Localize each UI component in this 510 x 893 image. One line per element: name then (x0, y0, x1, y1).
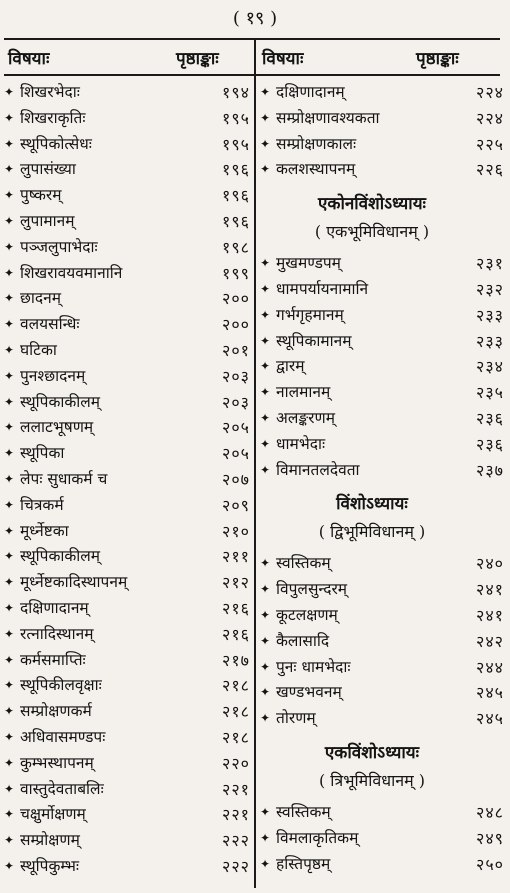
toc-entry (4, 699, 250, 725)
toc-entry (4, 235, 250, 261)
column-divider (254, 38, 256, 888)
toc-entry-title: अधिवासमण्डपः (20, 727, 106, 746)
toc-entry-title: पञ्जलुपाभेदाः (20, 237, 98, 256)
diamond-bullet-icon: ✦ (4, 807, 15, 822)
toc-entry (260, 706, 504, 732)
toc-entry (260, 603, 504, 629)
toc-entry-title: कैलासादि (276, 631, 330, 650)
toc-entry (4, 519, 250, 545)
toc-entry-title: धामपर्यायनामानि (276, 279, 369, 298)
toc-entry (4, 467, 250, 493)
toc-entry-page: २१६ (222, 624, 250, 644)
toc-entry (4, 261, 250, 287)
toc-entry-page: २४० (476, 554, 504, 574)
toc-entry-page: १९८ (222, 237, 250, 257)
toc-entry-title: ललाटभूषणम् (20, 418, 94, 437)
toc-entry-title: विमलाकृतिकम् (276, 828, 359, 847)
toc-entry-title: शिखरावयवमानानि (20, 263, 123, 282)
toc-entry (4, 80, 250, 106)
toc-entry (4, 570, 250, 596)
diamond-bullet-icon: ✦ (260, 410, 271, 425)
diamond-bullet-icon: ✦ (4, 858, 15, 873)
toc-entry-page: १९६ (222, 186, 250, 206)
toc-entry (260, 551, 504, 577)
toc-entry-title: स्थूपिकामानम् (276, 331, 352, 350)
diamond-bullet-icon: ✦ (260, 633, 271, 648)
chapter-heading: विंशोऽध्यायः (336, 494, 408, 515)
diamond-bullet-icon: ✦ (260, 307, 271, 322)
toc-entry-title: स्वस्तिकम् (276, 554, 331, 573)
toc-entry-title: विपुलसुन्दरम् (276, 580, 348, 599)
toc-entry-page: २३५ (476, 383, 504, 403)
toc-entry-page: २०३ (222, 392, 250, 412)
toc-entry (4, 415, 250, 441)
diamond-bullet-icon: ✦ (4, 652, 15, 667)
toc-entry (4, 673, 250, 699)
toc-entry-title: मूर्ध्नेष्टकादिस्थापनम् (20, 573, 128, 592)
toc-entry-page: २५० (476, 854, 504, 874)
toc-entry (4, 157, 250, 183)
toc-entry (4, 777, 250, 803)
toc-entry (4, 286, 250, 312)
diamond-bullet-icon: ✦ (4, 575, 15, 590)
toc-entry-page: २१८ (222, 676, 250, 696)
toc-entry-title: शिखराकृतिः (20, 108, 86, 127)
toc-entry-title: गर्भगृहमानम् (276, 305, 344, 324)
toc-entry-page: २३१ (476, 254, 504, 274)
diamond-bullet-icon: ✦ (260, 804, 271, 819)
diamond-bullet-icon: ✦ (260, 711, 271, 726)
diamond-bullet-icon: ✦ (4, 678, 15, 693)
left-subject-header: विषयाः (8, 49, 50, 69)
toc-entry-title: स्थूपिकाकीलम् (20, 547, 101, 566)
toc-entry (260, 132, 504, 158)
diamond-bullet-icon: ✦ (260, 385, 271, 400)
toc-entry-title: स्वस्तिकम् (276, 802, 331, 821)
toc-entry-title: हस्तिपृष्ठम् (276, 854, 331, 873)
diamond-bullet-icon: ✦ (260, 830, 271, 845)
toc-entry-page: २३३ (476, 331, 504, 351)
toc-entry-page: २११ (222, 547, 250, 567)
toc-entry (260, 251, 504, 277)
toc-entry-page: २१६ (222, 598, 250, 618)
toc-entry (4, 828, 250, 854)
toc-entry-title: पुनश्छादनम् (20, 366, 86, 385)
toc-entry (260, 406, 504, 432)
toc-entry (260, 277, 504, 303)
toc-entry-page: २४५ (476, 683, 504, 703)
toc-entry-title: सम्प्रोक्षणकालः (276, 134, 357, 153)
toc-entry (260, 354, 504, 380)
toc-entry-title: धामभेदाः (276, 434, 326, 453)
diamond-bullet-icon: ✦ (260, 856, 271, 871)
toc-entry (4, 802, 250, 828)
toc-entry-page: २३७ (476, 460, 504, 480)
toc-entry-title: सम्प्रोक्षणावश्यकता (276, 108, 380, 127)
toc-entry (260, 577, 504, 603)
toc-entry-title: घटिका (20, 340, 57, 359)
toc-entry-page: २०० (222, 315, 250, 335)
toc-entry-title: मुखमण्डपम् (276, 254, 341, 273)
toc-entry-title: नालमानम् (276, 383, 331, 402)
toc-entry-page: २१८ (222, 702, 250, 722)
page-number: ( १९ ) (232, 8, 278, 29)
diamond-bullet-icon: ✦ (4, 317, 15, 332)
diamond-bullet-icon: ✦ (4, 162, 15, 177)
toc-entry-title: स्थूपिकुम्भः (20, 856, 80, 875)
toc-entry-page: २२१ (222, 779, 250, 799)
toc-entry (4, 183, 250, 209)
toc-entry-title: स्थूपिकोत्सेधः (20, 134, 92, 153)
toc-entry-title: रत्नादिस्थानम् (20, 624, 94, 643)
toc-entry-page: २०७ (222, 469, 250, 489)
toc-entry-page: १९६ (222, 211, 250, 231)
toc-entry-title: खण्डभवनम् (276, 683, 342, 702)
toc-entry-page: २४९ (476, 828, 504, 848)
toc-entry (4, 441, 250, 467)
toc-entry (4, 209, 250, 235)
toc-entry-title: लुपासंख्या (20, 160, 76, 179)
right-page-header: पृष्ठाङ्काः (416, 49, 459, 69)
toc-entry (4, 106, 250, 132)
toc-entry-title: लेपः सुधाकर्म च (20, 469, 108, 488)
toc-entry-page: २०९ (222, 495, 250, 515)
right-subject-header: विषयाः (262, 49, 304, 69)
toc-entry-page: २४८ (476, 802, 504, 822)
toc-entry-title: कूटलक्षणम् (276, 605, 338, 624)
diamond-bullet-icon: ✦ (4, 291, 15, 306)
diamond-bullet-icon: ✦ (260, 110, 271, 125)
diamond-bullet-icon: ✦ (4, 729, 15, 744)
toc-entry-title: स्थूपिकाकीलम् (20, 392, 101, 411)
diamond-bullet-icon: ✦ (4, 549, 15, 564)
diamond-bullet-icon: ✦ (4, 626, 15, 641)
diamond-bullet-icon: ✦ (4, 368, 15, 383)
toc-entry-page: १९६ (222, 160, 250, 180)
diamond-bullet-icon: ✦ (260, 281, 271, 296)
diamond-bullet-icon: ✦ (4, 833, 15, 848)
left-page-header: पृष्ठाङ्काः (176, 49, 219, 69)
toc-entry-page: २१८ (222, 727, 250, 747)
toc-entry-page: २४१ (476, 605, 504, 625)
toc-entry-page: २३२ (476, 279, 504, 299)
diamond-bullet-icon: ✦ (4, 213, 15, 228)
toc-entry-title: मूर्ध्नेष्टका (20, 521, 69, 540)
diamond-bullet-icon: ✦ (4, 239, 15, 254)
diamond-bullet-icon: ✦ (260, 607, 271, 622)
diamond-bullet-icon: ✦ (260, 85, 271, 99)
toc-entry-page: २१२ (222, 573, 250, 593)
toc-entry (260, 680, 504, 706)
toc-entry-page: १९५ (222, 108, 250, 128)
toc-entry-page: २०५ (222, 444, 250, 464)
toc-entry-page: २४५ (476, 709, 504, 729)
diamond-bullet-icon: ✦ (4, 755, 15, 770)
diamond-bullet-icon: ✦ (4, 523, 15, 538)
toc-entry-page: २०१ (222, 340, 250, 360)
diamond-bullet-icon: ✦ (4, 497, 15, 512)
toc-entry (4, 132, 250, 158)
diamond-bullet-icon: ✦ (4, 600, 15, 615)
toc-entry (260, 432, 504, 458)
diamond-bullet-icon: ✦ (260, 582, 271, 597)
toc-entry-title: चक्षुर्मोक्षणम् (20, 805, 86, 824)
toc-entry-page: २०० (222, 289, 250, 309)
diamond-bullet-icon: ✦ (4, 136, 15, 151)
toc-entry-page: १९९ (222, 263, 250, 283)
header-rule (4, 74, 500, 76)
toc-entry-page: २२४ (476, 83, 504, 102)
diamond-bullet-icon: ✦ (4, 420, 15, 435)
toc-entry-page: २२४ (476, 108, 504, 128)
toc-entry-page: २२२ (222, 856, 250, 876)
toc-entry-page: २२१ (222, 805, 250, 825)
chapter-subheading: ( द्विभूमिविधानम् ) (318, 522, 426, 542)
toc-entry-title: सम्प्रोक्षणकर्म (20, 702, 92, 721)
toc-entry-title: चित्रकर्म (20, 495, 64, 514)
toc-entry-page: २३६ (476, 434, 504, 454)
toc-entry-page: २३६ (476, 408, 504, 428)
chapter-subheading: ( एकभूमिविधानम् ) (314, 222, 430, 242)
toc-entry (4, 390, 250, 416)
toc-entry-title: कलशस्थापनम् (276, 160, 356, 179)
diamond-bullet-icon: ✦ (260, 556, 271, 571)
toc-entry-page: १९४ (222, 83, 250, 102)
toc-entry (4, 854, 250, 880)
diamond-bullet-icon: ✦ (4, 85, 15, 99)
toc-entry-title: कर्मसमाप्तिः (20, 650, 86, 669)
toc-entry (4, 622, 250, 648)
toc-entry (4, 338, 250, 364)
diamond-bullet-icon: ✦ (260, 462, 271, 477)
left-contents-column (4, 80, 250, 880)
toc-entry (260, 329, 504, 355)
diamond-bullet-icon: ✦ (260, 136, 271, 151)
toc-entry (260, 852, 504, 878)
toc-entry (260, 157, 504, 183)
diamond-bullet-icon: ✦ (4, 781, 15, 796)
toc-entry (4, 751, 250, 777)
toc-entry (4, 312, 250, 338)
toc-entry-title: तोरणम् (276, 709, 316, 728)
toc-entry-page: २४२ (476, 631, 504, 651)
toc-entry-page: २३३ (476, 305, 504, 325)
toc-entry (260, 800, 504, 826)
toc-entry (4, 725, 250, 751)
toc-entry (4, 596, 250, 622)
toc-entry-title: वास्तुदेवताबलिः (20, 779, 104, 798)
toc-entry (4, 493, 250, 519)
diamond-bullet-icon: ✦ (4, 394, 15, 409)
toc-entry (260, 303, 504, 329)
toc-entry-title: दक्षिणादानम् (276, 83, 345, 101)
toc-entry-page: २०३ (222, 366, 250, 386)
diamond-bullet-icon: ✦ (4, 342, 15, 357)
toc-entry (260, 106, 504, 132)
toc-entry (4, 544, 250, 570)
toc-entry-title: कुम्भस्थापनम् (20, 753, 94, 772)
toc-entry-title: लुपामानम् (20, 211, 75, 230)
toc-entry-title: दक्षिणादानम् (20, 598, 89, 617)
toc-entry-title: पुनः धामभेदाः (276, 657, 351, 676)
toc-entry-title: छादनम् (20, 289, 61, 308)
toc-entry (4, 648, 250, 674)
diamond-bullet-icon: ✦ (260, 436, 271, 451)
toc-entry-page: २२० (222, 753, 250, 773)
diamond-bullet-icon: ✦ (260, 359, 271, 374)
toc-entry-page: २२२ (222, 831, 250, 851)
toc-entry-page: २२६ (476, 160, 504, 180)
chapter-subheading: ( त्रिभूमिविधानम् ) (318, 770, 426, 790)
toc-entry-title: वलयसन्धिः (20, 315, 80, 334)
top-rule (4, 38, 500, 40)
toc-entry (260, 655, 504, 681)
toc-entry-page: २३४ (476, 357, 504, 377)
toc-entry-title: अलङ्करणम् (276, 408, 335, 427)
diamond-bullet-icon: ✦ (260, 162, 271, 177)
toc-entry-title: स्थूपिकीलवृक्षाः (20, 676, 102, 695)
chapter-heading: एकविंशोऽध्यायः (324, 742, 420, 763)
diamond-bullet-icon: ✦ (4, 188, 15, 203)
toc-entry-title: पुष्करम् (20, 186, 62, 205)
toc-entry (260, 458, 504, 484)
diamond-bullet-icon: ✦ (4, 446, 15, 461)
toc-entry-page: २१७ (222, 650, 250, 670)
diamond-bullet-icon: ✦ (260, 659, 271, 674)
diamond-bullet-icon: ✦ (260, 333, 271, 348)
chapter-heading: एकोनविंशोऽध्यायः (317, 194, 426, 215)
diamond-bullet-icon: ✦ (4, 471, 15, 486)
toc-entry (260, 380, 504, 406)
diamond-bullet-icon: ✦ (4, 110, 15, 125)
toc-entry (260, 80, 504, 106)
toc-entry-title: द्वारम् (276, 357, 305, 376)
toc-entry-title: स्थूपिका (20, 444, 65, 463)
diamond-bullet-icon: ✦ (260, 685, 271, 700)
toc-entry-title: शिखरभेदाः (20, 83, 80, 101)
toc-entry (4, 364, 250, 390)
toc-entry-page: १९५ (222, 134, 250, 154)
toc-entry-page: २४४ (476, 657, 504, 677)
toc-entry-page: २४१ (476, 580, 504, 600)
toc-entry (260, 629, 504, 655)
toc-entry (260, 826, 504, 852)
toc-entry-title: विमानतलदेवता (276, 460, 360, 479)
toc-entry-page: २२५ (476, 134, 504, 154)
diamond-bullet-icon: ✦ (260, 256, 271, 271)
diamond-bullet-icon: ✦ (4, 704, 15, 719)
diamond-bullet-icon: ✦ (4, 265, 15, 280)
toc-entry-title: सम्प्रोक्षणम् (20, 831, 80, 850)
toc-entry-page: २०५ (222, 418, 250, 438)
right-contents-column (260, 80, 504, 877)
toc-entry-page: २१० (222, 521, 250, 541)
